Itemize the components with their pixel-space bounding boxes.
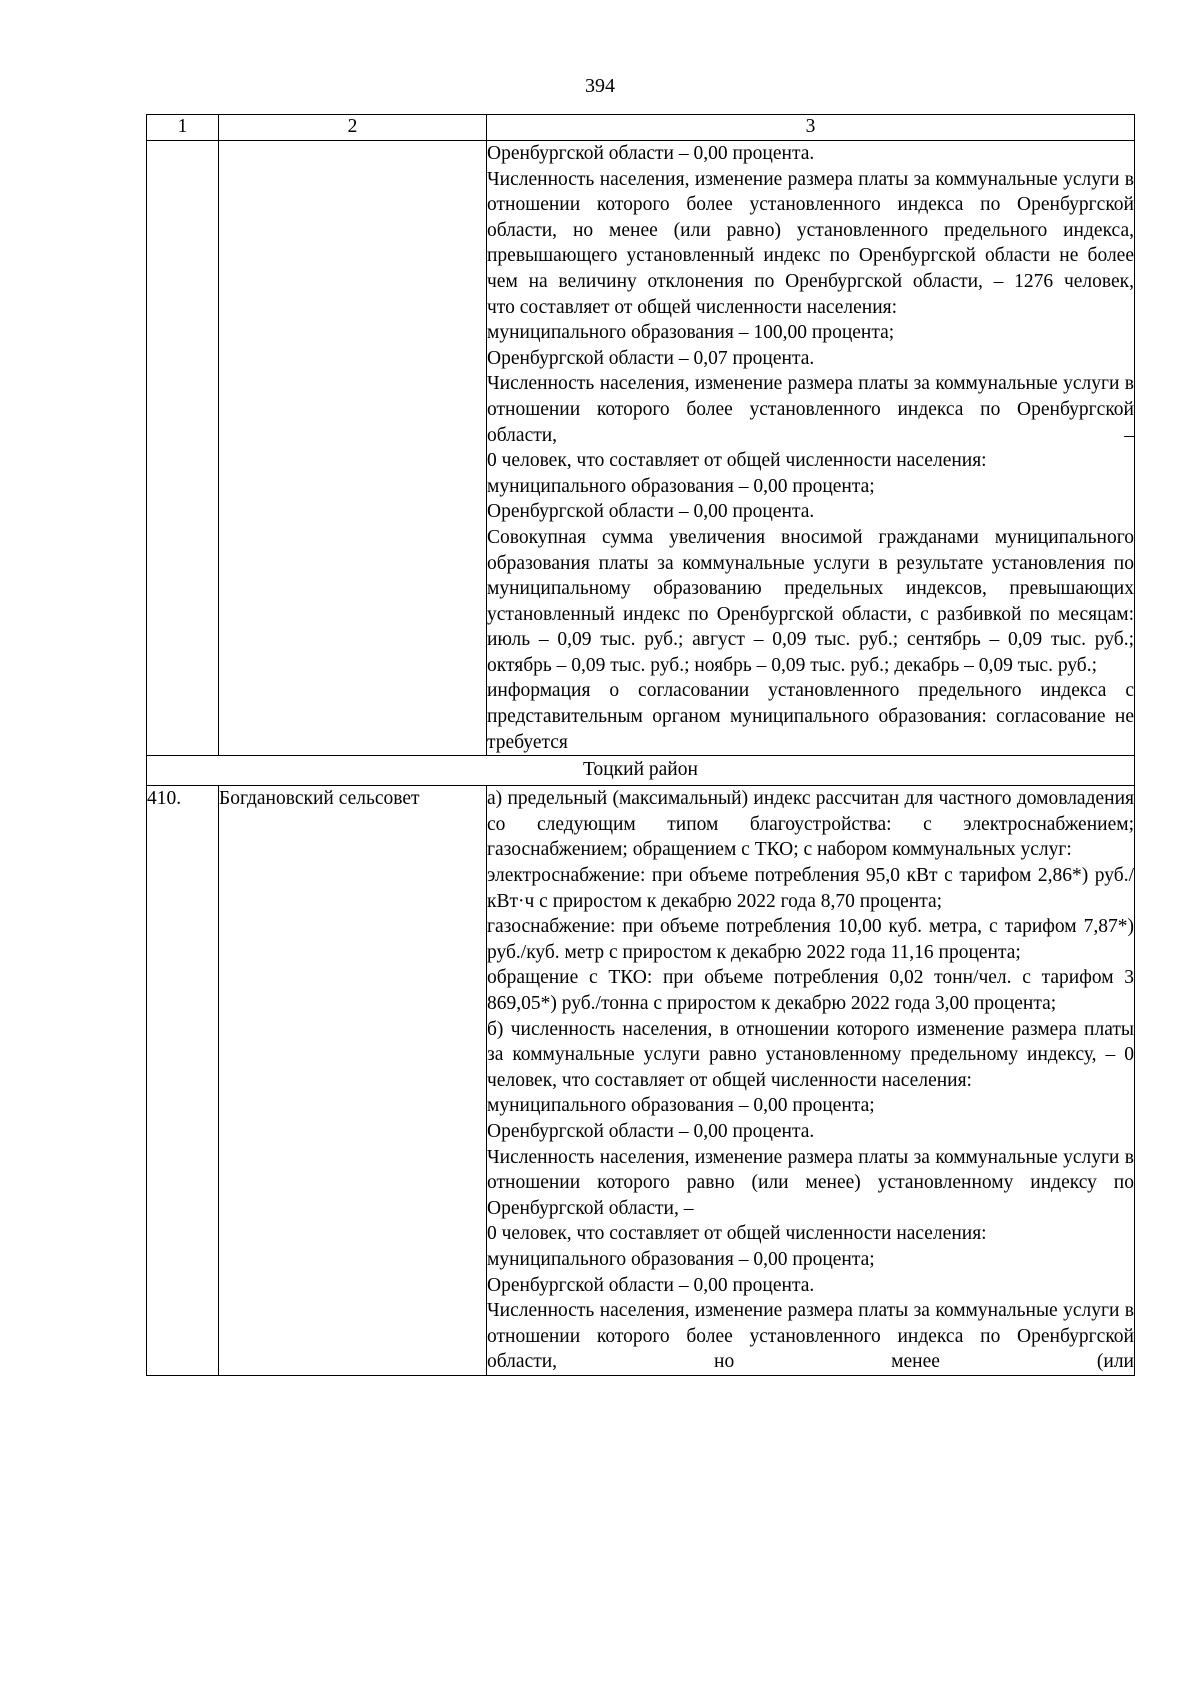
section-title: Тоцкий район [147,756,1135,786]
header-col-1: 1 [147,115,219,141]
paragraph: а) предельный (максимальный) индекс рассчитан для частного домовладения со следующим типом благоустройства: с электроснабжением; газоснабжением; обращением с ТКО; с набором коммунальных услуг: [487,788,1134,861]
document-table [146,114,1135,1376]
paragraph: газоснабжение: при объеме потребления 10,00 куб. метра, с тарифом 7,87*) руб./куб. метр с приростом к декабрю 2022 года 11,16 процента; [487,916,1134,963]
continuation-paragraphs [487,141,1134,755]
paragraph: муниципального образования – 0,00 процента; [487,475,875,497]
paragraph: 0 человек, что составляет от общей численности населения: [487,1223,987,1245]
paragraph: муниципального образования – 0,00 процента; [487,1248,875,1270]
paragraph: Численность населения, изменение размера платы за коммунальные услуги в отношении которого более установленного индекса по Оренбургской области, – [487,373,1134,446]
page-number: 394 [585,75,615,97]
paragraph: муниципального образования – 100,00 процента; [487,322,895,344]
section-row [147,756,1135,786]
continuation-row [147,141,1135,756]
continuation-number-cell [147,141,219,756]
paragraph: Оренбургской области – 0,00 процента. [487,1274,815,1296]
paragraph: б) численность населения, в отношении которого изменение размера платы за коммунальные услуги равно установленному предельному индексу, – 0 человек, что составляет от общей численности населения: [487,1018,1134,1091]
paragraph: муниципального образования – 0,00 процента; [487,1095,875,1117]
paragraph: Оренбургской области – 0,00 процента. [487,1120,815,1142]
row-paragraphs [487,786,1134,1375]
paragraph: Численность населения, изменение размера платы за коммунальные услуги в отношении которого равно (или менее) установленному индексу по Оренбургской области, – [487,1146,1134,1219]
paragraph: 0 человек, что составляет от общей численности населения: [487,450,987,472]
paragraph: что составляет от общей численности населения: [487,296,898,318]
table-header-row [147,115,1135,141]
paragraph: Совокупная сумма увеличения вносимой гражданами муниципального образования платы за коммунальные услуги в результате установления по муниципальному образованию предельных индексов, превышающих установленный индекс по Оренбургской области, с разбивкой по месяцам: июль – 0,09 тыс. руб.; август – 0,09 тыс. руб.; сентябрь – 0,09 тыс. руб.; октябрь – 0,09 тыс. руб.; ноябрь – 0,09 тыс. руб.; декабрь – 0,09 тыс. руб.; [487,526,1134,676]
paragraph: информация о согласовании установленного предельного индекса с представительным органом муниципального образования: согласование не требуется [487,680,1134,753]
paragraph: Оренбургской области – 0,00 процента. [487,143,815,164]
row-text-cell [487,786,1135,1376]
header-col-2: 2 [219,115,487,141]
continuation-text-cell [487,141,1135,756]
header-col-3: 3 [487,115,1135,141]
paragraph: Оренбургской области – 0,07 процента. [487,347,815,369]
continuation-name-cell [219,141,487,756]
paragraph: Численность населения, изменение размера платы за коммунальные услуги в отношении которого более установленного индекса по Оренбургской области, но менее (или [487,1300,1134,1373]
paragraph: обращение с ТКО: при объеме потребления 0,02 тонн/чел. с тарифом 3 869,05*) руб./тонна с приростом к декабрю 2022 года 3,00 процента; [487,967,1134,1014]
paragraph: Оренбургской области – 0,00 процента. [487,501,815,523]
table-row [147,786,1135,1376]
paragraph: электроснабжение: при объеме потребления 95,0 кВт с тарифом 2,86*) руб./кВт·ч с приростом к декабрю 2022 года 8,70 процента; [487,865,1134,912]
row-municipality-name: Богдановский сельсовет [219,786,487,1376]
row-number: 410. [147,786,219,1376]
paragraph: Численность населения, изменение размера платы за коммунальные услуги в отношении которого более установленного индекса по Оренбургской области, но менее (или равно) установленного предельного индекса, превышающего установленный индекс по Оренбургской области не более чем на величину отклонения по Оренбургской области, – 1276 человек, [487,168,1134,292]
